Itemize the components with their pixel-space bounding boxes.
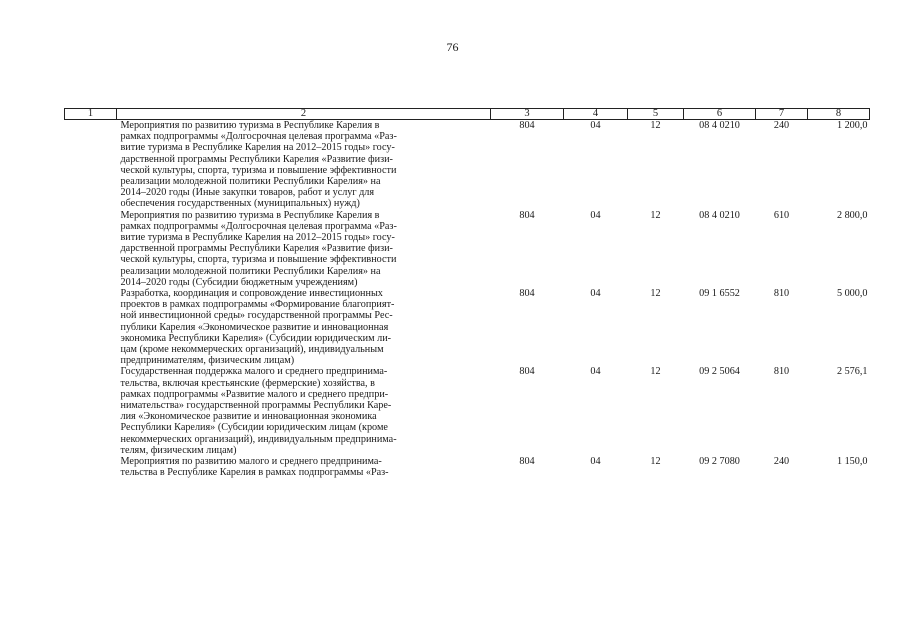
- cell-expense-type: 610: [773, 209, 790, 221]
- header-col-2: 2: [117, 109, 491, 120]
- cell-description: [117, 210, 491, 288]
- cell-target-article: 09 1 6552: [699, 288, 740, 300]
- cell-col-1: [65, 366, 117, 456]
- description-line: Мероприятия по развитию туризма в Республике Карелия в: [120, 120, 380, 131]
- description-line: рамках подпрограммы «Развитие малого и среднего предпри-: [120, 388, 389, 400]
- description-line: рамках подпрограммы «Долгосрочная целевая программа «Раз-: [120, 131, 397, 143]
- cell-description: [117, 456, 491, 478]
- cell-section: 04: [590, 120, 601, 131]
- description-line: дарственной программы Республики Карелия «Развитие физи-: [120, 243, 393, 255]
- cell-section: 04: [590, 288, 601, 300]
- cell-description: [117, 288, 491, 366]
- cell-ministry-code: 804: [519, 456, 535, 468]
- cell-description: [117, 366, 491, 456]
- description-line: 2014–2020 годы (Иные закупки товаров, работ и услуг для: [120, 187, 375, 199]
- description-line: предпринимателям, физическим лицам): [120, 355, 295, 367]
- budget-table: [64, 108, 870, 479]
- cell-expense-type: 810: [773, 288, 790, 300]
- header-col-6: 6: [684, 109, 756, 120]
- header-col-1: 1: [65, 109, 117, 120]
- description-line: экономика Республики Карелия» (Субсидии юридическим ли-: [120, 332, 392, 344]
- cell-amount: 2 576,1: [836, 366, 868, 378]
- cell-section: 04: [590, 209, 601, 221]
- description-line: некоммерческих организаций), индивидуальным предпринима-: [120, 433, 397, 445]
- header-col-7: 7: [756, 109, 808, 120]
- description-line: лия «Экономическое развитие и инновационная экономика: [120, 411, 377, 423]
- description-line: Разработка, координация и сопровождение инвестиционных: [120, 288, 383, 300]
- description-line: витие туризма в Республике Карелия на 2012–2015 годы» госу-: [120, 142, 395, 154]
- description-line: проектов в рамках подпрограммы «Формирование благоприят-: [120, 299, 395, 311]
- cell-subsection: 12: [650, 456, 661, 468]
- header-col-5: 5: [628, 109, 684, 120]
- page-number: 76: [446, 40, 459, 54]
- description-line: витие туризма в Республике Карелия на 2012–2015 годы» госу-: [120, 232, 395, 244]
- table-body: [65, 120, 870, 479]
- description-line: телям, физическим лицам): [120, 444, 237, 456]
- description-line: рамках подпрограммы «Долгосрочная целевая программа «Раз-: [120, 220, 397, 232]
- cell-subsection: 12: [650, 366, 661, 378]
- header-row: [65, 109, 870, 120]
- cell-target-article: 09 2 7080: [699, 456, 740, 468]
- cell-col-1: [65, 120, 117, 210]
- description-line: Республики Карелия» (Субсидии юридическим лицам (кроме: [120, 422, 388, 434]
- description-line: цам (кроме некоммерческих организаций), индивидуальным: [120, 344, 384, 356]
- cell-target-article: 08 4 0210: [699, 209, 740, 221]
- cell-ministry-code: 804: [519, 120, 535, 131]
- description-line: Государственная поддержка малого и среднего предпринима-: [120, 366, 388, 378]
- cell-col-1: [65, 288, 117, 366]
- description-line: ной инвестиционной среды» государственной программы Рес-: [120, 310, 393, 322]
- header-col-8: 8: [808, 109, 870, 120]
- cell-amount: 1 150,0: [836, 456, 868, 468]
- cell-section: 04: [590, 366, 601, 378]
- description-line: Мероприятия по развитию малого и среднего предпринима-: [120, 456, 382, 468]
- table-row: [65, 120, 870, 210]
- cell-ministry-code: 804: [519, 209, 535, 221]
- description-line: реализации молодежной политики Республики Карелия» на: [120, 265, 381, 277]
- cell-target-article: 08 4 0210: [699, 120, 740, 131]
- cell-ministry-code: 804: [519, 288, 535, 300]
- cell-amount: 2 800,0: [836, 209, 868, 221]
- description-line: 2014–2020 годы (Субсидии бюджетным учреждениям): [120, 276, 358, 288]
- description-line: нимательства» государственной программы Республики Каре-: [120, 400, 392, 412]
- cell-section: 04: [590, 456, 601, 468]
- description-line: тельства в Республике Карелия в рамках подпрограммы «Раз-: [120, 467, 389, 479]
- cell-subsection: 12: [650, 120, 661, 131]
- description-line: обеспечения государственных (муниципальных) нужд): [120, 198, 360, 210]
- cell-ministry-code: 804: [519, 366, 535, 378]
- description-line: ческой культуры, спорта, туризма и повышение эффективности: [120, 254, 397, 266]
- cell-expense-type: 810: [773, 366, 790, 378]
- cell-col-1: [65, 210, 117, 288]
- description-line: тельства, включая крестьянские (фермерские) хозяйства, в: [120, 377, 375, 389]
- cell-amount: 5 000,0: [836, 288, 868, 300]
- description-line: дарственной программы Республики Карелия «Развитие физи-: [120, 153, 393, 165]
- description-line: реализации молодежной политики Республики Карелия» на: [120, 176, 381, 188]
- table-row: [65, 456, 870, 478]
- cell-col-1: [65, 456, 117, 478]
- header-col-3: 3: [491, 109, 564, 120]
- table-row: [65, 288, 870, 366]
- table-row: [65, 210, 870, 288]
- cell-expense-type: 240: [773, 120, 790, 131]
- cell-amount: 1 200,0: [836, 120, 868, 131]
- description-line: ческой культуры, спорта, туризма и повышение эффективности: [120, 164, 397, 176]
- table-row: [65, 366, 870, 456]
- description-line: Мероприятия по развитию туризма в Республике Карелия в: [120, 209, 380, 221]
- cell-target-article: 09 2 5064: [699, 366, 740, 378]
- cell-expense-type: 240: [773, 456, 790, 468]
- header-col-4: 4: [564, 109, 628, 120]
- description-line: публики Карелия «Экономическое развитие и инновационная: [120, 321, 389, 333]
- cell-description: [117, 120, 491, 210]
- cell-subsection: 12: [650, 288, 661, 300]
- cell-subsection: 12: [650, 209, 661, 221]
